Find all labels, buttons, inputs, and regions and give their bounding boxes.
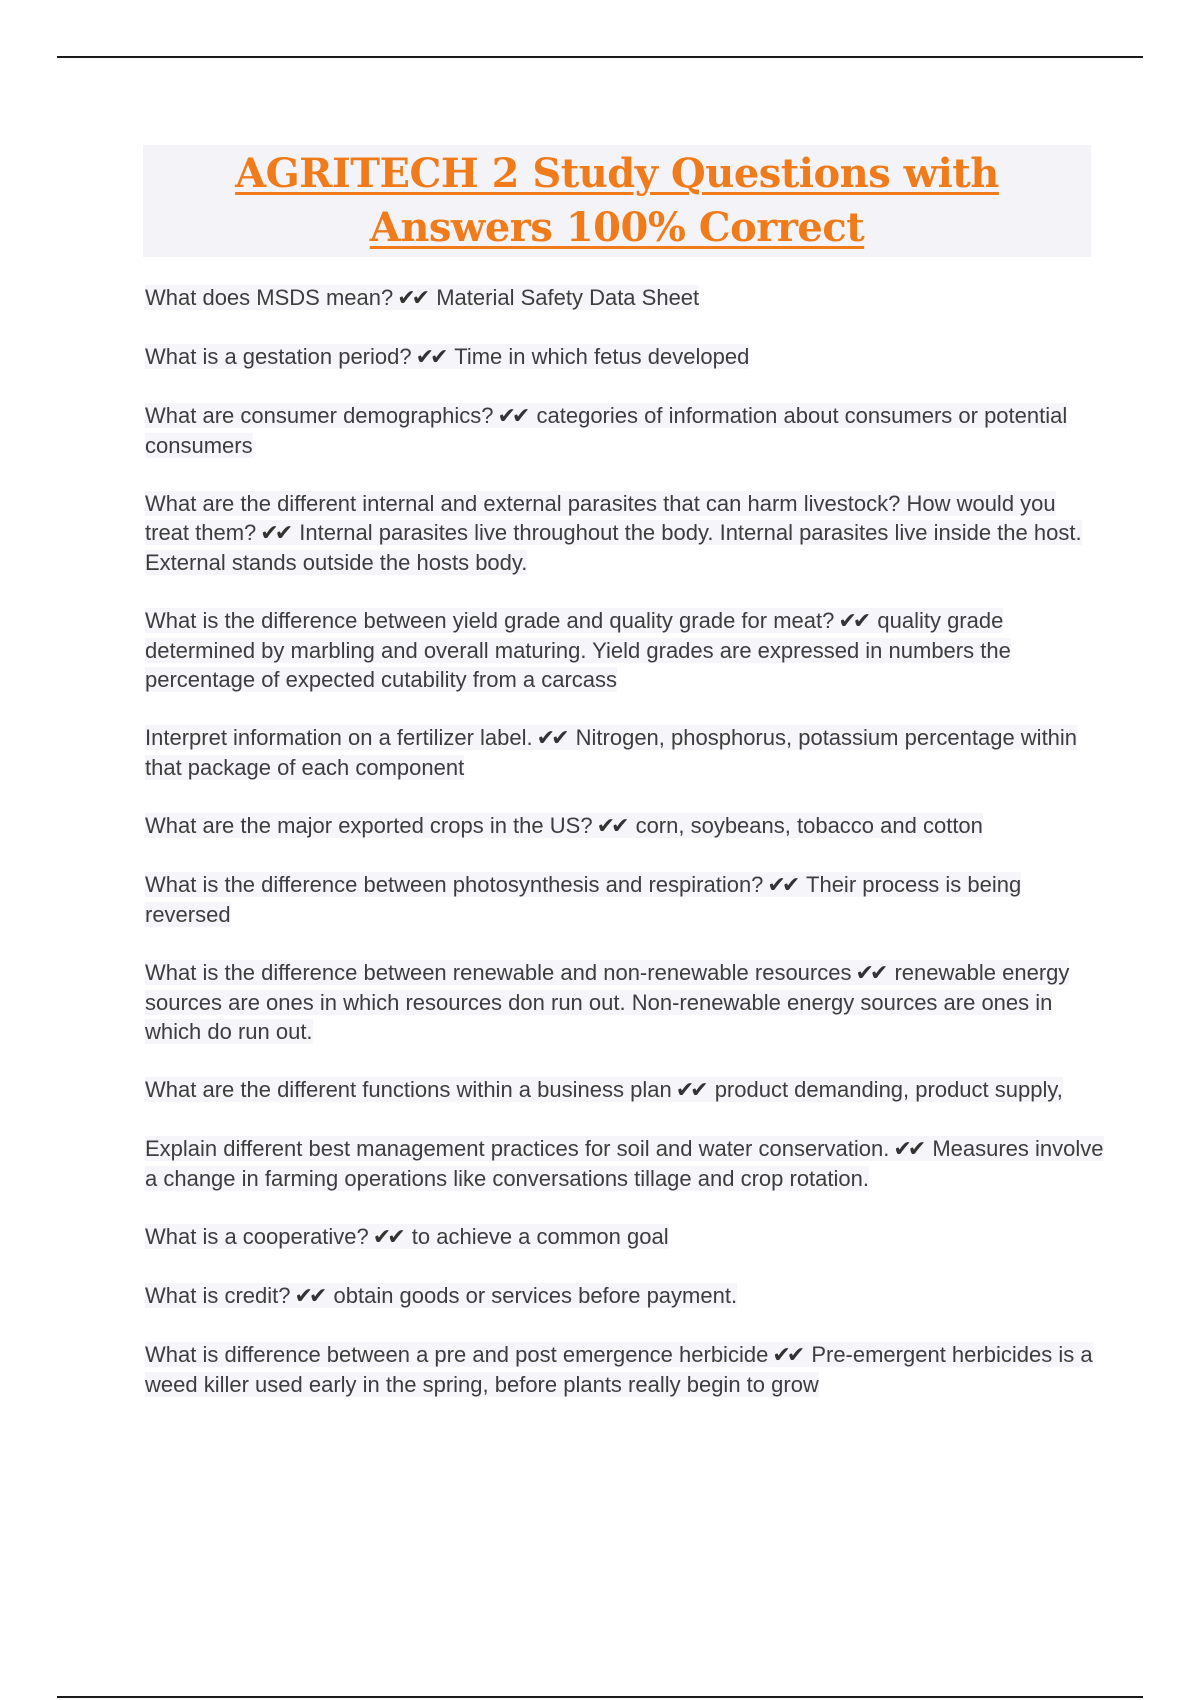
question-text: Explain different best management practices for soil and water conservation. <box>145 1136 890 1161</box>
qa-item <box>145 1340 1105 1399</box>
qa-item <box>145 870 1105 929</box>
question-text: What does MSDS mean? <box>145 285 394 310</box>
title-banner <box>143 145 1091 257</box>
answer-text: quality grade determined by marbling and overall maturing. Yield grades are expressed in numbers the percentage of expected cutability from a carcass <box>145 608 1011 692</box>
answer-text: Nitrogen, phosphorus, potassium percentage within that package of each component <box>145 725 1078 780</box>
question-text: What is the difference between photosynthesis and respiration? <box>145 872 764 897</box>
double-check-icon: ✔✔ <box>536 726 566 751</box>
question-text: What is a gestation period? <box>145 344 412 369</box>
document-title <box>235 147 999 255</box>
double-check-icon: ✔✔ <box>397 286 427 311</box>
qa-item <box>145 1134 1105 1193</box>
qa-item <box>145 723 1105 782</box>
answer-text: Time in which fetus developed <box>454 344 750 369</box>
qa-item <box>145 489 1105 577</box>
question-text: What is a cooperative? <box>145 1224 369 1249</box>
double-check-icon: ✔✔ <box>596 814 626 839</box>
answer-text: to achieve a common goal <box>411 1224 669 1249</box>
double-check-icon: ✔✔ <box>893 1137 923 1162</box>
answer-text: obtain goods or services before payment. <box>333 1283 738 1308</box>
answer-text: renewable energy sources are ones in which resources don run out. Non-renewable energy sources are ones in which do run out. <box>145 960 1070 1044</box>
answer-text: Internal parasites live throughout the body. Internal parasites live inside the host. External stands outside the hosts body. <box>145 520 1082 575</box>
double-check-icon: ✔✔ <box>772 1343 802 1368</box>
qa-item <box>145 1075 1105 1105</box>
qa-item <box>145 811 1105 841</box>
double-check-icon: ✔✔ <box>260 521 290 546</box>
question-text: Interpret information on a fertilizer label. <box>145 725 533 750</box>
qa-item <box>145 342 1105 372</box>
answer-text: Measures involve a change in farming operations like conversations tillage and crop rotation. <box>145 1136 1104 1191</box>
question-text: What are the different internal and external parasites that can harm livestock? How would you treat them? <box>145 491 1056 545</box>
double-check-icon: ✔✔ <box>415 345 445 370</box>
answer-text: categories of information about consumers or potential consumers <box>145 403 1068 458</box>
qa-item <box>145 283 1105 313</box>
answer-text: Pre-emergent herbicides is a weed killer used early in the spring, before plants really begin to grow <box>145 1342 1093 1397</box>
answer-text: corn, soybeans, tobacco and cotton <box>635 813 983 838</box>
title-line-1: AGRITECH 2 Study Questions with <box>235 150 999 197</box>
question-text: What is difference between a pre and post emergence herbicide <box>145 1342 769 1367</box>
qa-item <box>145 1281 1105 1311</box>
question-text: What are the major exported crops in the US? <box>145 813 593 838</box>
double-check-icon: ✔✔ <box>497 404 527 429</box>
question-text: What is the difference between yield grade and quality grade for meat? <box>145 608 835 633</box>
double-check-icon: ✔✔ <box>838 609 868 634</box>
question-text: What are consumer demographics? <box>145 403 494 428</box>
bottom-rule <box>57 1696 1143 1698</box>
double-check-icon: ✔✔ <box>294 1284 324 1309</box>
double-check-icon: ✔✔ <box>855 961 885 986</box>
qa-list <box>145 283 1105 1428</box>
title-line-2: Answers 100% Correct <box>369 204 865 251</box>
answer-text: Material Safety Data Sheet <box>436 285 700 310</box>
answer-text: Their process is being reversed <box>145 872 1022 927</box>
question-text: What is the difference between renewable and non-renewable resources <box>145 960 852 985</box>
double-check-icon: ✔✔ <box>372 1225 402 1250</box>
double-check-icon: ✔✔ <box>675 1078 705 1103</box>
qa-item <box>145 606 1105 694</box>
qa-item <box>145 401 1105 460</box>
top-rule <box>57 56 1143 58</box>
qa-item <box>145 1222 1105 1252</box>
double-check-icon: ✔✔ <box>767 873 797 898</box>
question-text: What is credit? <box>145 1283 291 1308</box>
qa-item <box>145 958 1105 1046</box>
answer-text: product demanding, product supply, <box>714 1077 1063 1102</box>
question-text: What are the different functions within a business plan <box>145 1077 672 1102</box>
